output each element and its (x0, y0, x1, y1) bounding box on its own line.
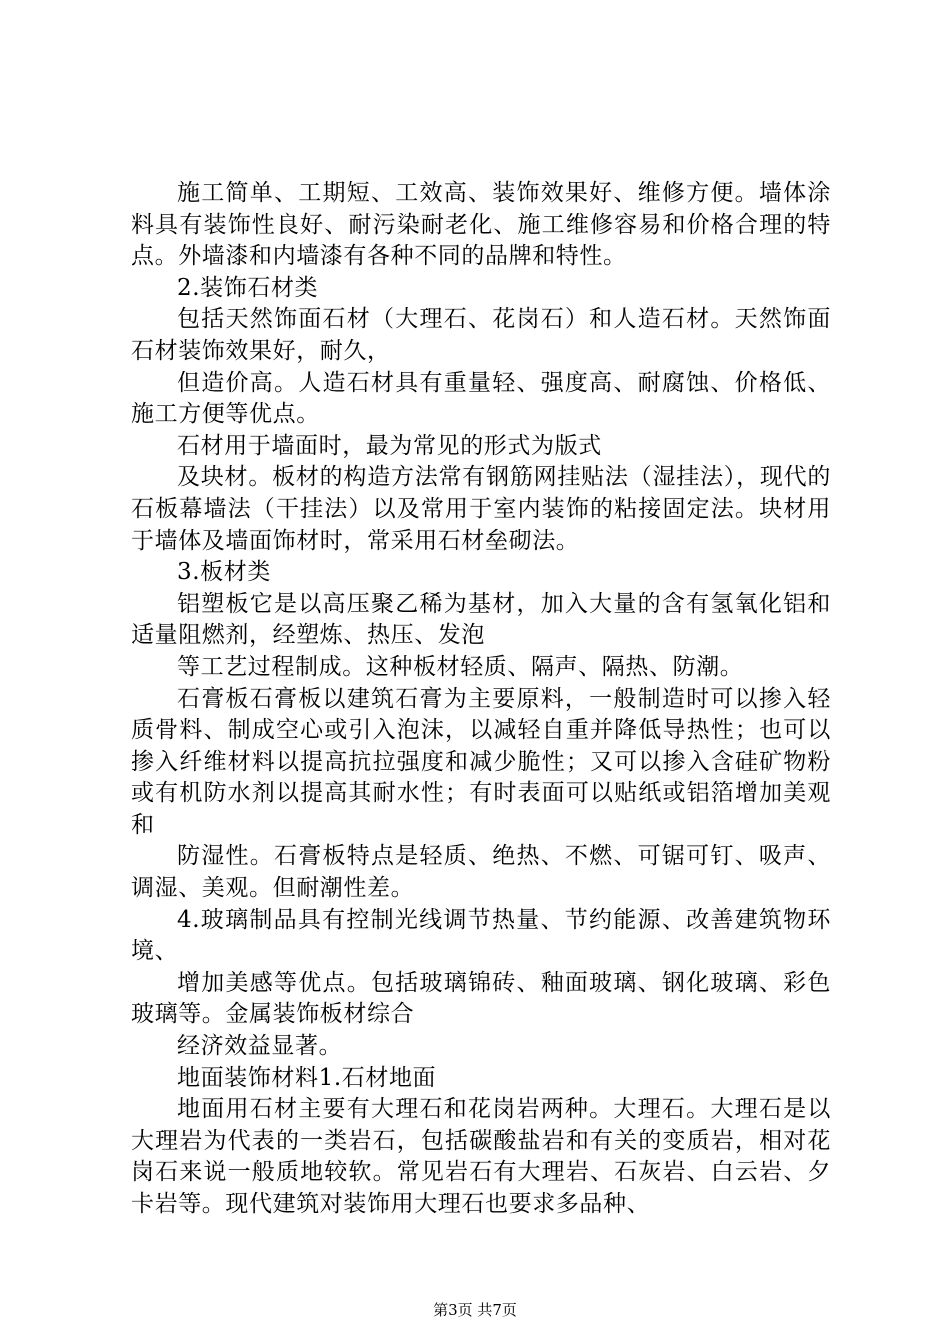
paragraph-9: 等工艺过程制成。这种板材轻质、隔声、隔热、防潮。 (177, 653, 744, 680)
paragraph-1: 施工简单、工期短、工效高、装饰效果好、维修方便。墙体涂料具有装饰性良好、耐污染耐老化、施工维修容易和价格合理的特点。外墙漆和内墙漆有各种不同的品牌和特性。 (131, 180, 831, 270)
page-footer (0, 1300, 950, 1320)
paragraph-12: 4.玻璃制品具有控制光线调节热量、节约能源、改善建筑物环境、 (131, 906, 831, 965)
paragraph-14: 经济效益显著。 (177, 1033, 343, 1060)
paragraph-15: 地面装饰材料1.石材地面 (177, 1064, 437, 1091)
document-body (131, 178, 831, 1221)
paragraph-7: 3.板材类 (177, 559, 271, 586)
paragraph-5: 石材用于墙面时，最为常见的形式为版式 (177, 432, 602, 459)
paragraph-2: 2.装饰石材类 (177, 274, 319, 301)
paragraph-6: 及块材。板材的构造方法常有钢筋网挂贴法（湿挂法），现代的石板幕墙法（干挂法）以及常用于室内装饰的粘接固定法。块材用于墙体及墙面饰材时，常采用石材垒砌法。 (131, 464, 831, 554)
paragraph-4: 但造价高。人造石材具有重量轻、强度高、耐腐蚀、价格低、施工方便等优点。 (131, 369, 831, 428)
paragraph-13: 增加美感等优点。包括玻璃锦砖、釉面玻璃、钢化玻璃、彩色玻璃等。金属装饰板材综合 (131, 969, 831, 1028)
paragraph-10: 石膏板石膏板以建筑石膏为主要原料，一般制造时可以掺入轻质骨料、制成空心或引入泡沫，以减轻自重并降低导热性；也可以掺入纤维材料以提高抗拉强度和减少脆性；又可以掺入含硅矿物粉或有机防水剂以提高其耐水性；有时表面可以贴纸或铝箔增加美观和 (131, 685, 831, 838)
paragraph-3: 包括天然饰面石材（大理石、花岗石）和人造石材。天然饰面石材装饰效果好，耐久， (131, 306, 831, 364)
paragraph-8: 铝塑板它是以高压聚乙稀为基材，加入大量的含有氢氧化铝和适量阻燃剂，经塑炼、热压、发泡 (131, 590, 831, 649)
page-number: 第3页 共7页 (433, 1301, 517, 1319)
paragraph-11: 防湿性。石膏板特点是轻质、绝热、不燃、可锯可钉、吸声、调湿、美观。但耐潮性差。 (131, 843, 831, 902)
paragraph-16: 地面用石材主要有大理石和花岗岩两种。大理石。大理石是以大理岩为代表的一类岩石，包括碳酸盐岩和有关的变质岩，相对花岗石来说一般质地较软。常见岩石有大理岩、石灰岩、白云岩、夕卡岩等。现代建筑对装饰用大理石也要求多品种、 (131, 1096, 831, 1217)
